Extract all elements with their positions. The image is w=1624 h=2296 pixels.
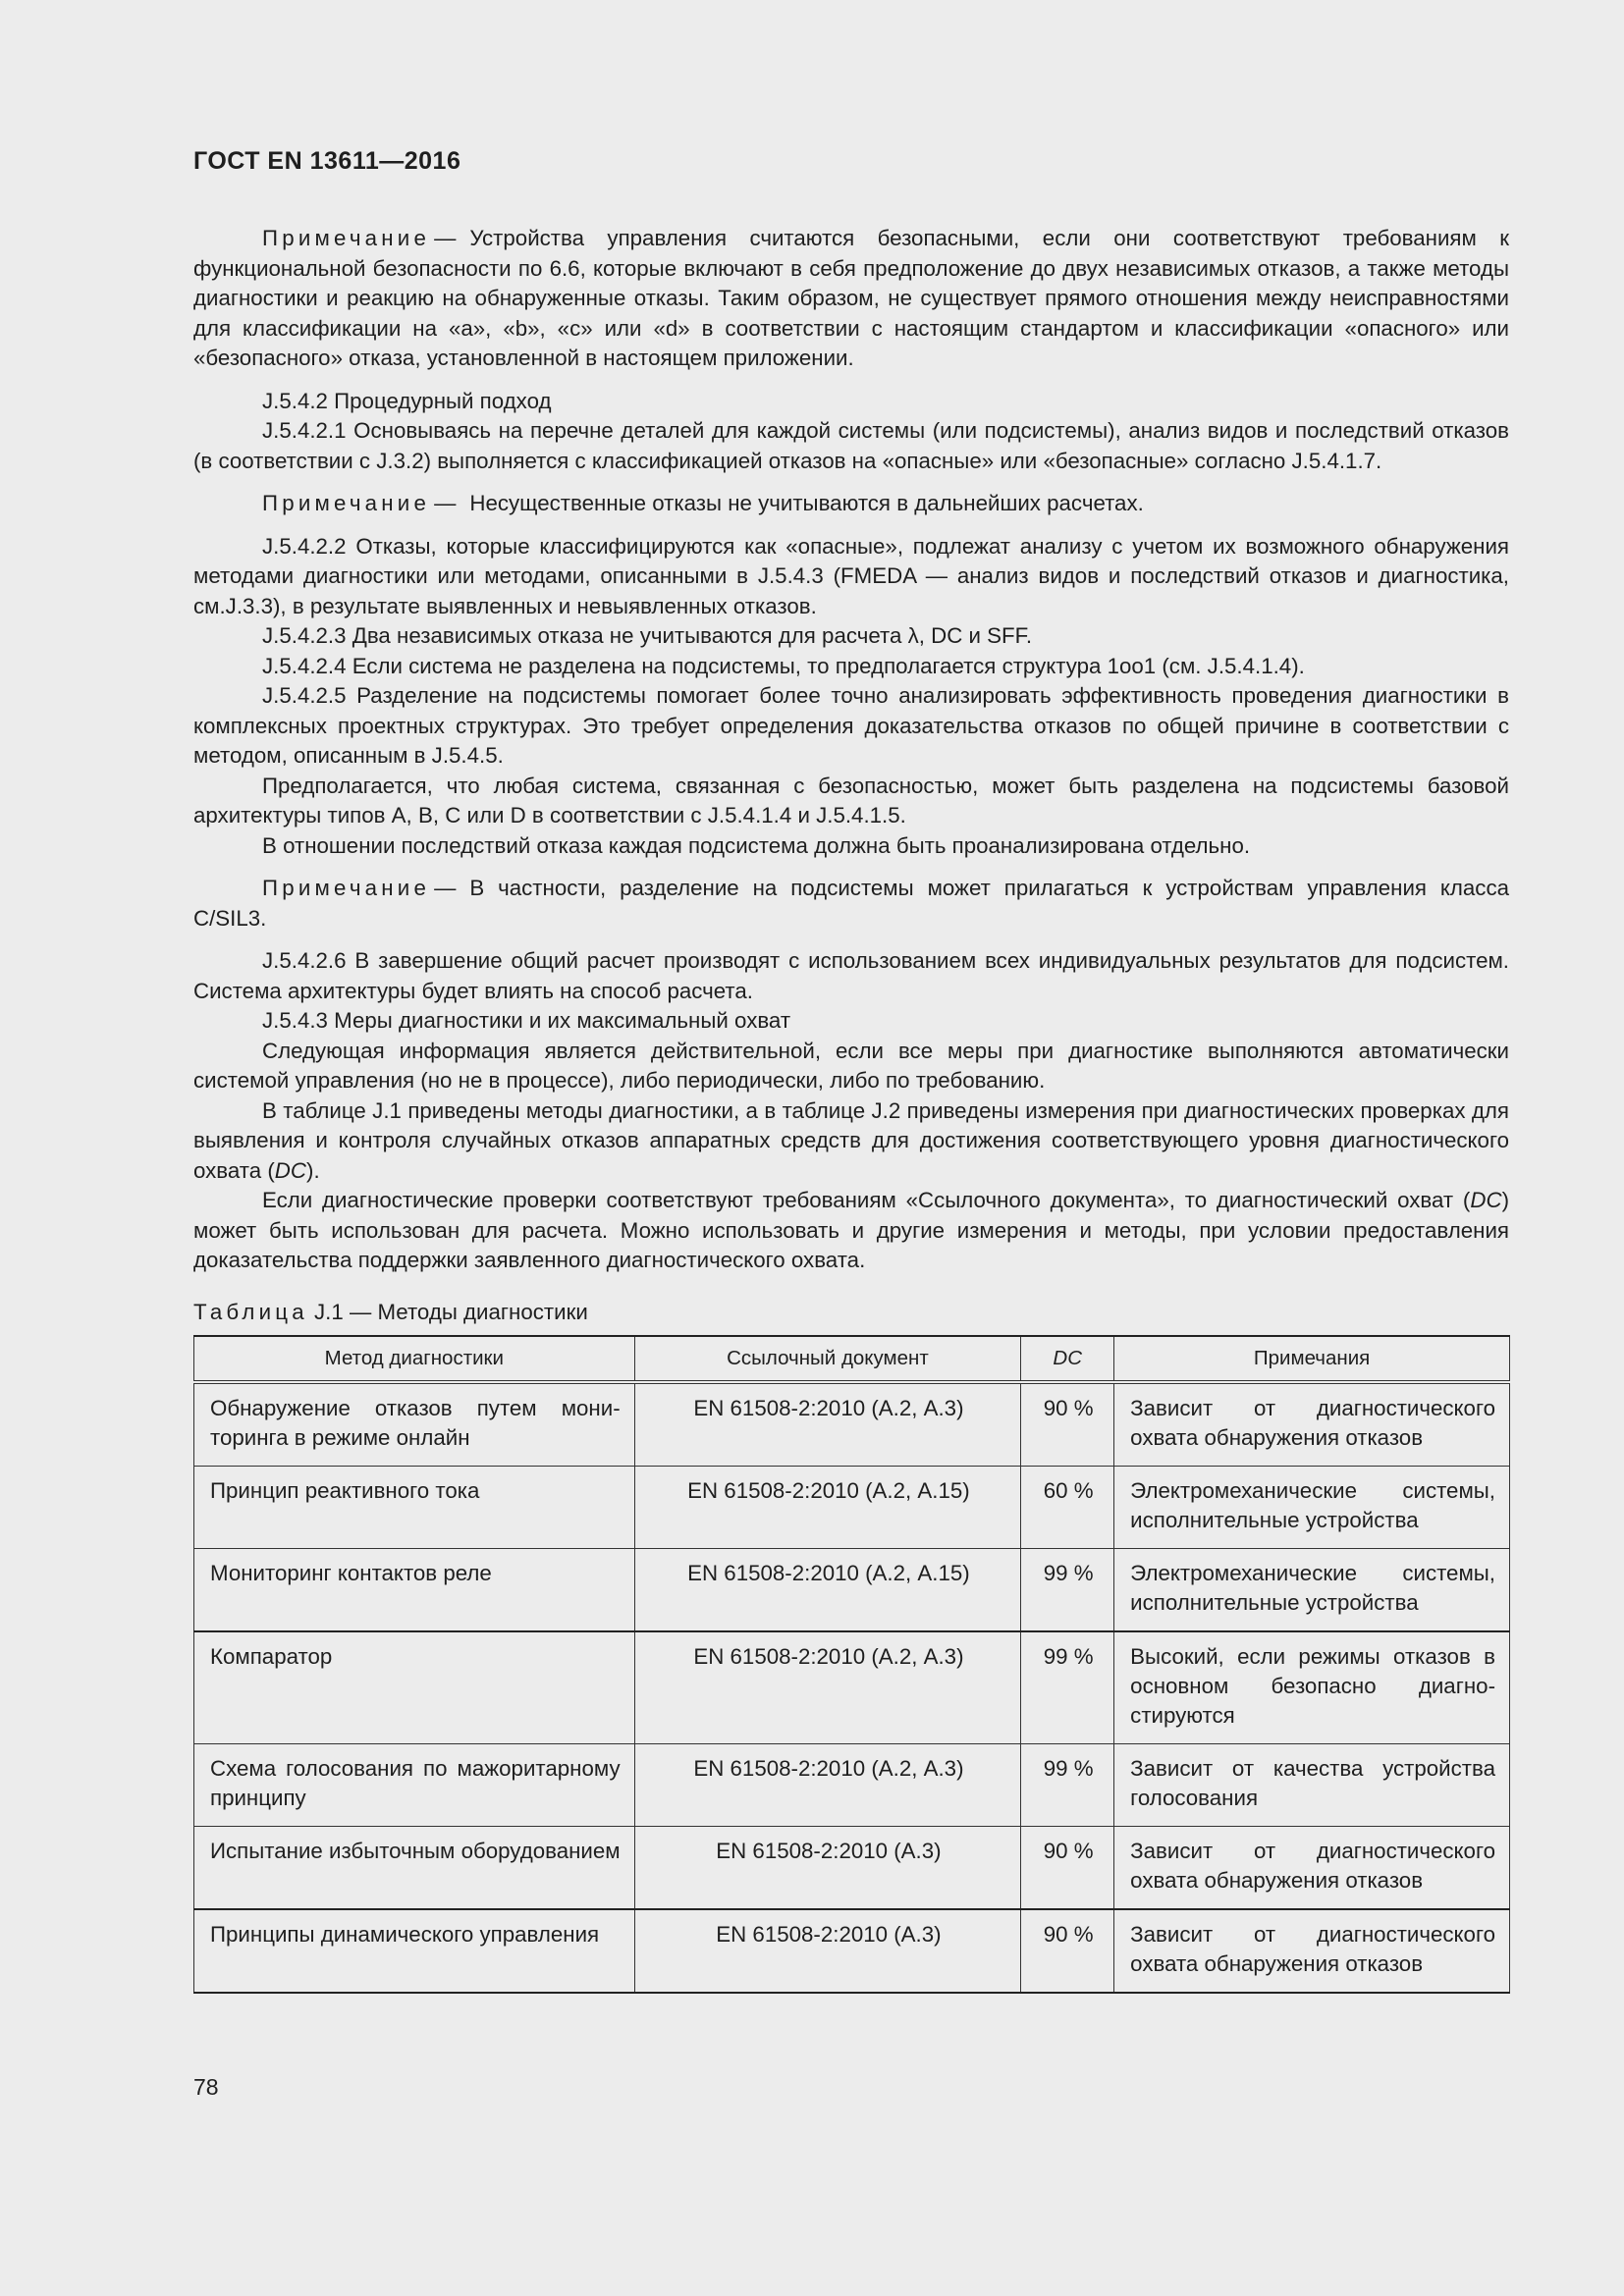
section-heading: J.5.4.2 Процедурный подход	[262, 388, 552, 413]
cell-document: EN 61508-2:2010 (А.2, А.3)	[634, 1382, 1021, 1467]
note-paragraph: Примечание — Несущественные отказы не учитываются в дальнейших расчетах.	[262, 491, 1144, 515]
header-dc: DC	[1021, 1336, 1114, 1382]
document-header-title: ГОСТ EN 13611—2016	[193, 147, 461, 175]
header-reference-document: Ссылочный документ	[634, 1336, 1021, 1382]
table-caption	[193, 1298, 1509, 1328]
section-heading: J.5.4.3 Меры диагностики и их максимальный охват	[262, 1008, 791, 1033]
note-text: В частности, разделение на подсистемы может прилагаться к устройствам управления класса C/SIL3.	[193, 876, 1509, 931]
table-row	[194, 1744, 1510, 1827]
table-row	[194, 1909, 1510, 1993]
cell-method: Схема голосования по мажоритарному принципу	[194, 1744, 635, 1827]
cell-method: Принципы динамического управления	[194, 1909, 635, 1993]
cell-dc: 90 %	[1021, 1827, 1114, 1910]
cell-dc: 99 %	[1021, 1549, 1114, 1632]
table-header-row	[194, 1336, 1510, 1382]
paragraph: J.5.4.2.2 Отказы, которые классифицируются как «опасные», подлежат анализу с учетом их возможного обнаружения методами диагностики или методами, описанными в J.5.4.3 (FMEDA — анализ видов и последствий отказов и диагностика, см.J.3.3), в результате выявленных и невыявленных отказов.	[193, 533, 1509, 618]
cell-document: EN 61508-2:2010 (А.2, А.3)	[634, 1631, 1021, 1744]
cell-notes: Электромеханические системы, исполнительные устройства	[1114, 1467, 1510, 1549]
cell-notes: Зависит от диагностического охвата обнаружения отказов	[1114, 1909, 1510, 1993]
diagnostics-table	[193, 1335, 1510, 1994]
cell-document: EN 61508-2:2010 (А.2, А.15)	[634, 1549, 1021, 1632]
note-paragraph: Примечание — Устройства управления считаются безопасными, если они соответствуют требованиям к функциональной безопасности по 6.6, которые включают в себя предположение до двух независимых отказов, а также методы диагностики и реакцию на обнаруженные отказы. Таким образом, не существует прямого отношения между неисправностями для классификации на «а», «b», «с» или «d» в соответствии с настоящим стандартом и классификации «опасного» или «безопасного» отказа, установленной в настоящем приложении.	[193, 226, 1509, 370]
paragraph: Следующая информация является действительной, если все меры при диагностике выполняются автоматически системой управления (но не в процессе), либо периодически, либо по требованию.	[193, 1038, 1509, 1093]
table-row	[194, 1549, 1510, 1632]
document-body	[193, 224, 1509, 1994]
cell-method: Испытание избыточным оборудованием	[194, 1827, 635, 1910]
cell-notes: Зависит от диагностического охвата обнаружения отказов	[1114, 1382, 1510, 1467]
cell-notes: Высокий, если режимы отказов в основном безопасно диагностируются	[1114, 1631, 1510, 1744]
paragraph: В таблице J.1 приведены методы диагностики, а в таблице J.2 приведены измерения при диагностических проверках для выявления и контроля случайных отказов аппаратных средств для достижения соответствующего уровня диагностического охвата (DC).	[193, 1097, 1509, 1183]
paragraph: J.5.4.2.4 Если система не разделена на подсистемы, то предполагается структура 1оо1 (см. J.5.4.1.4).	[262, 653, 1305, 678]
table-row	[194, 1467, 1510, 1549]
cell-document: EN 61508-2:2010 (А.2, А.15)	[634, 1467, 1021, 1549]
cell-method: Компаратор	[194, 1631, 635, 1744]
paragraph: J.5.4.2.5 Разделение на подсистемы помогает более точно анализировать эффективность проведения диагностики в комплексных проектных структурах. Это требует определения доказательства отказов по общей причине в соответствии с методом, описанным в J.5.4.5.	[193, 683, 1509, 768]
cell-document: EN 61508-2:2010 (А.3)	[634, 1827, 1021, 1910]
cell-method: Принцип реактивного тока	[194, 1467, 635, 1549]
table-row	[194, 1827, 1510, 1910]
cell-notes: Электромеханические системы, исполнительные устройства	[1114, 1549, 1510, 1632]
note-paragraph: Примечание — В частности, разделение на подсистемы может прилагаться к устройствам управления класса C/SIL3.	[193, 876, 1509, 931]
cell-method: Мониторинг контактов реле	[194, 1549, 635, 1632]
table-caption-text: J.1 — Методы диагностики	[314, 1299, 588, 1324]
paragraph: Предполагается, что любая система, связанная с безопасностью, может быть разделена на подсистемы базовой архитектуры типов А, В, С или D в соответствии с J.5.4.1.4 и J.5.4.1.5.	[193, 773, 1509, 828]
note-text: Несущественные отказы не учитываются в дальнейших расчетах.	[469, 491, 1144, 515]
cell-dc: 90 %	[1021, 1909, 1114, 1993]
note-text: Устройства управления считаются безопасными, если они соответствуют требованиям к функциональной безопасности по 6.6, которые включают в себя предположение до двух независимых отказов, а также методы диагностики и реакцию на обнаруженные отказы. Таким образом, не существует прямого отношения между неисправностями для классификации на «а», «b», «с» или «d» в соответствии с настоящим стандартом и классификации «опасного» или «безопасного» отказа, установленной в настоящем приложении.	[193, 226, 1509, 370]
table-caption-label: Таблица	[193, 1299, 308, 1324]
table-row	[194, 1631, 1510, 1744]
cell-notes: Зависит от качества устройства голосования	[1114, 1744, 1510, 1827]
note-label: Примечание	[262, 226, 431, 250]
cell-notes: Зависит от диагностического охвата обнаружения отказов	[1114, 1827, 1510, 1910]
header-notes: Примечания	[1114, 1336, 1510, 1382]
note-label: Примечание	[262, 491, 431, 515]
paragraph: J.5.4.2.6 В завершение общий расчет производят с использованием всех индивидуальных результатов для подсистем. Система архитектуры будет влиять на способ расчета.	[193, 948, 1509, 1003]
note-label: Примечание	[262, 876, 431, 900]
page-number: 78	[193, 2074, 219, 2100]
cell-document: EN 61508-2:2010 (А.3)	[634, 1909, 1021, 1993]
cell-method: Обнаружение отказов путем мониторинга в режиме онлайн	[194, 1382, 635, 1467]
paragraph: В отношении последствий отказа каждая подсистема должна быть проанализирована отдельно.	[262, 832, 1251, 858]
paragraph: J.5.4.2.1 Основываясь на перечне деталей для каждой системы (или подсистемы), анализ видов и последствий отказов (в соответствии с J.3.2) выполняется с классификацией отказов на «опасные» или «безопасные» согласно J.5.4.1.7.	[193, 418, 1509, 473]
header-method: Метод диагностики	[194, 1336, 635, 1382]
cell-dc: 60 %	[1021, 1467, 1114, 1549]
cell-dc: 99 %	[1021, 1631, 1114, 1744]
table-row	[194, 1382, 1510, 1467]
cell-dc: 90 %	[1021, 1382, 1114, 1467]
cell-dc: 99 %	[1021, 1744, 1114, 1827]
cell-document: EN 61508-2:2010 (А.2, А.3)	[634, 1744, 1021, 1827]
paragraph: Если диагностические проверки соответствуют требованиям «Ссылочного документа», то диагностический охват (DC) может быть использован для расчета. Можно использовать и другие измерения и методы, при условии предоставления доказательства поддержки заявленного диагностического охвата.	[193, 1188, 1509, 1272]
paragraph: J.5.4.2.3 Два независимых отказа не учитываются для расчета λ, DC и SFF.	[262, 623, 1033, 648]
